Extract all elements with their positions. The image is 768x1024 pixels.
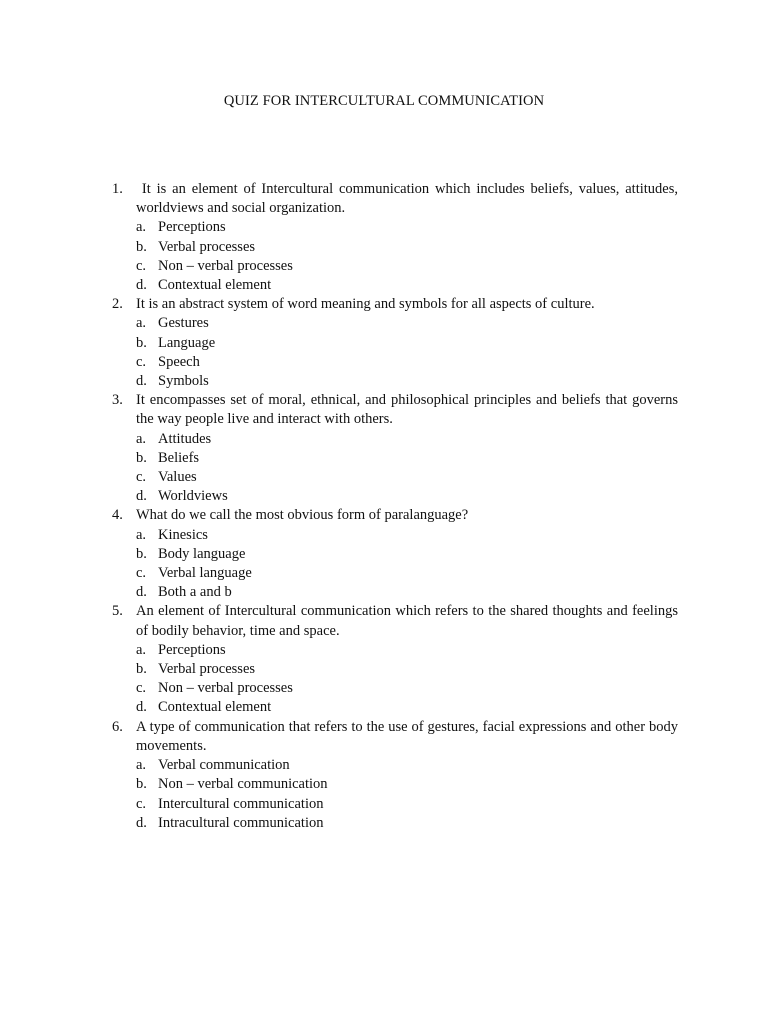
option-text: Symbols bbox=[158, 373, 209, 390]
question-text: It is an element of Intercultural communication which includes beliefs, values, attitudes, worldviews and social organization. bbox=[136, 181, 682, 217]
option-item bbox=[136, 238, 678, 257]
option-letter: d. bbox=[136, 814, 147, 831]
option-item bbox=[136, 641, 678, 660]
option-text: Language bbox=[158, 334, 216, 351]
option-letter: b. bbox=[136, 334, 147, 351]
option-item bbox=[136, 257, 678, 276]
option-text: Perceptions bbox=[158, 641, 226, 658]
question-number: 4. bbox=[112, 507, 123, 524]
option-text: Verbal communication bbox=[158, 757, 290, 774]
question-number: 5. bbox=[112, 603, 123, 620]
option-letter: b. bbox=[136, 545, 147, 562]
question-item bbox=[112, 295, 678, 391]
option-letter: c. bbox=[136, 469, 147, 486]
option-text: Verbal language bbox=[158, 565, 252, 582]
question-item bbox=[112, 391, 678, 506]
option-text: Non – verbal processes bbox=[158, 257, 293, 274]
question-text: An element of Intercultural communication which refers to the shared thoughts and feelings of bodily behavior, time and space. bbox=[136, 603, 678, 639]
option-text: Non – verbal processes bbox=[158, 680, 293, 697]
option-letter: a. bbox=[136, 526, 147, 543]
option-letter: a. bbox=[136, 219, 147, 236]
option-letter: c. bbox=[136, 257, 147, 274]
option-item bbox=[136, 775, 678, 794]
option-item bbox=[136, 564, 678, 583]
option-text: Both a and b bbox=[158, 584, 232, 601]
option-text: Contextual element bbox=[158, 699, 272, 716]
option-text: Body language bbox=[158, 545, 246, 562]
option-text: Attitudes bbox=[158, 430, 212, 447]
option-text: Contextual element bbox=[158, 277, 272, 294]
option-letter: d. bbox=[136, 488, 147, 505]
option-letter: c. bbox=[136, 353, 147, 370]
option-item bbox=[136, 218, 678, 237]
option-item bbox=[136, 583, 678, 602]
option-letter: a. bbox=[136, 641, 147, 658]
question-text: What do we call the most obvious form of paralanguage? bbox=[136, 507, 469, 524]
option-text: Intracultural communication bbox=[158, 814, 324, 831]
option-list bbox=[136, 314, 678, 391]
option-item bbox=[136, 679, 678, 698]
option-item bbox=[136, 698, 678, 717]
option-text: Beliefs bbox=[158, 449, 200, 466]
option-list bbox=[136, 641, 678, 718]
option-letter: a. bbox=[136, 757, 147, 774]
page-title: QUIZ FOR INTERCULTURAL COMMUNICATION bbox=[223, 93, 545, 109]
option-item bbox=[136, 660, 678, 679]
option-letter: d. bbox=[136, 373, 147, 390]
option-text: Perceptions bbox=[158, 219, 226, 236]
question-item bbox=[112, 718, 678, 833]
option-text: Speech bbox=[158, 353, 200, 370]
option-item bbox=[136, 814, 678, 833]
question-number: 1. bbox=[112, 181, 123, 197]
option-letter: a. bbox=[136, 315, 147, 332]
option-item bbox=[136, 487, 678, 506]
option-item bbox=[136, 314, 678, 333]
option-text: Intercultural communication bbox=[158, 795, 324, 812]
option-letter: c. bbox=[136, 565, 147, 582]
option-item bbox=[136, 372, 678, 391]
question-number: 2. bbox=[112, 296, 123, 313]
option-text: Values bbox=[158, 469, 197, 486]
option-letter: c. bbox=[136, 795, 147, 812]
option-text: Verbal processes bbox=[158, 238, 256, 255]
option-letter: d. bbox=[136, 699, 147, 716]
option-text: Worldviews bbox=[158, 488, 228, 505]
question-item bbox=[112, 180, 682, 295]
option-text: Gestures bbox=[158, 315, 209, 332]
option-item bbox=[136, 795, 678, 814]
option-letter: b. bbox=[136, 776, 147, 793]
option-letter: c. bbox=[136, 680, 147, 697]
option-letter: b. bbox=[136, 449, 147, 466]
option-text: Verbal processes bbox=[158, 661, 256, 678]
option-list bbox=[136, 526, 678, 603]
question-text: It encompasses set of moral, ethnical, and philosophical principles and beliefs that governs the way people live and interact with others. bbox=[136, 392, 678, 428]
option-letter: b. bbox=[136, 661, 147, 678]
question-text: It is an abstract system of word meaning and symbols for all aspects of culture. bbox=[136, 296, 595, 313]
option-item bbox=[136, 334, 678, 353]
option-item bbox=[136, 468, 678, 487]
option-item bbox=[136, 430, 678, 449]
question-number: 6. bbox=[112, 718, 123, 735]
option-list bbox=[136, 430, 678, 507]
option-letter: a. bbox=[136, 430, 147, 447]
option-list bbox=[136, 218, 678, 295]
option-text: Non – verbal communication bbox=[158, 776, 328, 793]
question-text: A type of communication that refers to the use of gestures, facial expressions and other body movements. bbox=[136, 718, 678, 754]
option-list bbox=[136, 756, 678, 833]
option-item bbox=[136, 276, 678, 295]
question-item bbox=[112, 602, 678, 717]
option-item bbox=[136, 545, 678, 564]
question-number: 3. bbox=[112, 392, 123, 409]
option-item bbox=[136, 353, 678, 372]
option-item bbox=[136, 449, 678, 468]
question-list bbox=[112, 180, 682, 833]
option-letter: d. bbox=[136, 277, 147, 294]
option-text: Kinesics bbox=[158, 526, 208, 543]
option-letter: b. bbox=[136, 238, 147, 255]
question-item bbox=[112, 506, 678, 602]
option-item bbox=[136, 526, 678, 545]
option-item bbox=[136, 756, 678, 775]
option-letter: d. bbox=[136, 584, 147, 601]
